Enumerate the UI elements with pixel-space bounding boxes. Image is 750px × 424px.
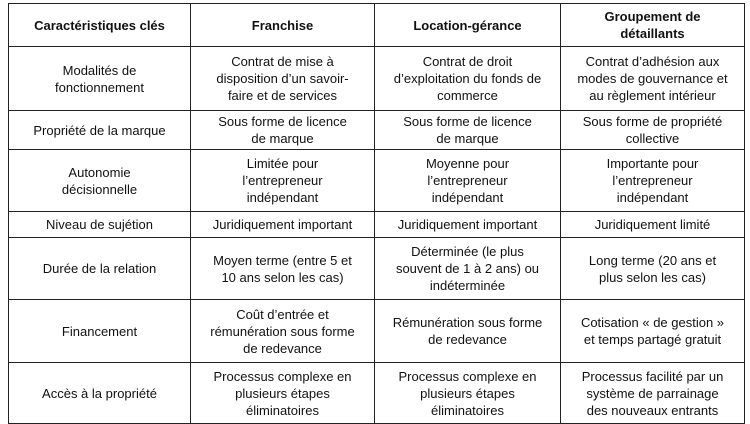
table-row-financement <box>9 300 745 363</box>
cell-franchise: Moyen terme (entre 5 et 10 ans selon les cas) <box>191 238 375 300</box>
table-row-sujetion <box>9 212 745 238</box>
table-row-propriete-marque <box>9 111 745 150</box>
header-row <box>9 4 745 47</box>
header-franchise: Franchise <box>191 4 375 47</box>
row-label: Durée de la relation <box>9 238 191 300</box>
table-row-autonomie <box>9 150 745 212</box>
cell-franchise: Juridiquement important <box>191 212 375 238</box>
table-row-acces-propriete <box>9 363 745 424</box>
row-label: Niveau de sujétion <box>9 212 191 238</box>
cell-groupement: Sous forme de propriété collective <box>561 111 745 150</box>
cell-location-gerance: Moyenne pour l’entrepreneur indépendant <box>375 150 561 212</box>
row-label: Financement <box>9 300 191 363</box>
cell-location-gerance: Processus complexe en plusieurs étapes éliminatoires <box>375 363 561 424</box>
cell-location-gerance: Sous forme de licence de marque <box>375 111 561 150</box>
table-body <box>9 47 745 424</box>
comparison-table <box>8 3 745 424</box>
cell-franchise: Processus complexe en plusieurs étapes éliminatoires <box>191 363 375 424</box>
cell-franchise: Coût d’entrée et rémunération sous forme de redevance <box>191 300 375 363</box>
table-header <box>9 4 745 47</box>
row-label: Autonomie décisionnelle <box>9 150 191 212</box>
header-caracteristiques: Caractéristiques clés <box>9 4 191 47</box>
row-label: Accès à la propriété <box>9 363 191 424</box>
cell-location-gerance: Contrat de droit d’exploitation du fonds de commerce <box>375 47 561 111</box>
cell-groupement: Juridiquement limité <box>561 212 745 238</box>
header-groupement: Groupement de détaillants <box>561 4 745 47</box>
row-label: Propriété de la marque <box>9 111 191 150</box>
row-label: Modalités de fonctionnement <box>9 47 191 111</box>
cell-location-gerance: Rémunération sous forme de redevance <box>375 300 561 363</box>
cell-franchise: Contrat de mise à disposition d’un savoir- faire et de services <box>191 47 375 111</box>
cell-location-gerance: Juridiquement important <box>375 212 561 238</box>
cell-groupement: Contrat d’adhésion aux modes de gouvernance et au règlement intérieur <box>561 47 745 111</box>
table-row-duree <box>9 238 745 300</box>
table-row-modalites <box>9 47 745 111</box>
cell-franchise: Sous forme de licence de marque <box>191 111 375 150</box>
cell-groupement: Cotisation « de gestion » et temps partagé gratuit <box>561 300 745 363</box>
cell-franchise: Limitée pour l’entrepreneur indépendant <box>191 150 375 212</box>
comparison-table-container <box>8 3 745 424</box>
cell-location-gerance: Déterminée (le plus souvent de 1 à 2 ans) ou indéterminée <box>375 238 561 300</box>
cell-groupement: Importante pour l’entrepreneur indépendant <box>561 150 745 212</box>
header-location-gerance: Location-gérance <box>375 4 561 47</box>
cell-groupement: Processus facilité par un système de parrainage des nouveaux entrants <box>561 363 745 424</box>
cell-groupement: Long terme (20 ans et plus selon les cas) <box>561 238 745 300</box>
